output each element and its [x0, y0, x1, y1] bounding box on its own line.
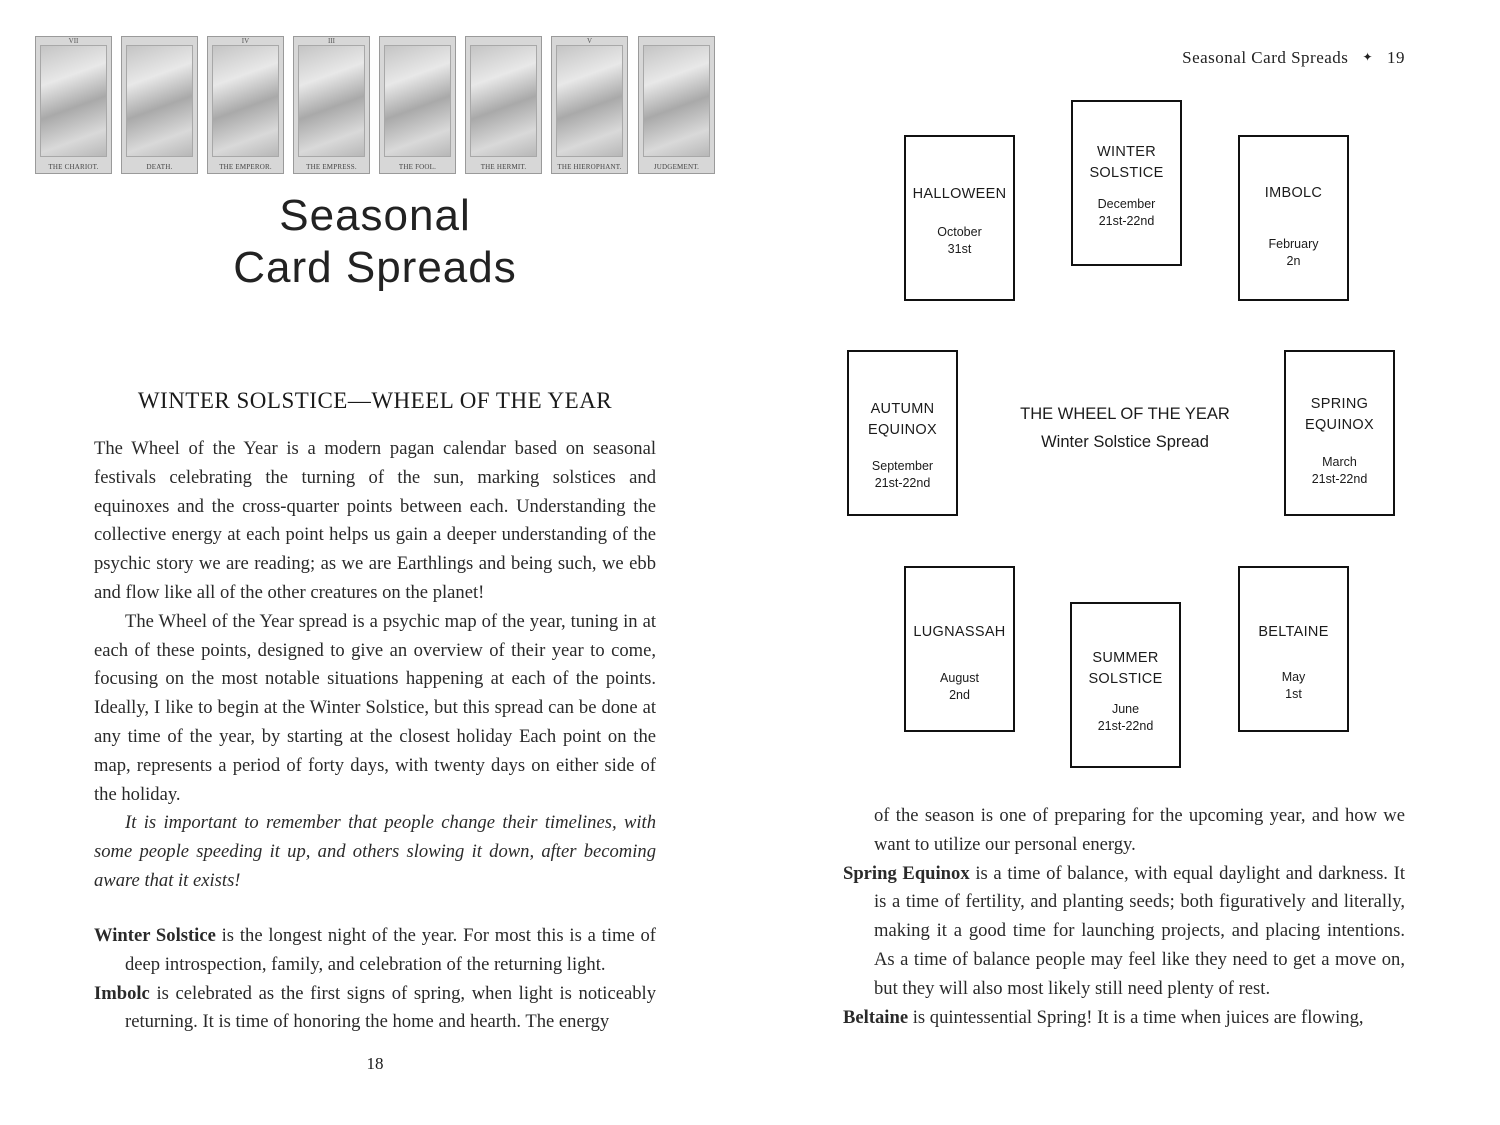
position-date: 21st-22nd: [1097, 719, 1154, 733]
position-imbolc: [1238, 135, 1349, 301]
tarot-numeral: V: [586, 37, 593, 45]
paragraph: The Wheel of the Year is a modern pagan calendar based on seasonal festivals celebrating the turning of the sun, marking solstices and equinoxes and the cross-quarter points between each. Understanding the collective energy at each point helps us gain a deeper understanding of the psychic story we are reading; as we are Earthlings and being such, we ebb and flow like all of the other creatures on the planet!: [94, 438, 656, 603]
position-title: IMBOLC: [1264, 185, 1323, 201]
wheel-title: THE WHEEL OF THE YEAR: [1020, 405, 1230, 423]
entry-imbolc: [94, 980, 656, 1038]
position-title: BELTAINE: [1258, 624, 1329, 640]
tarot-card-judgement: [638, 36, 715, 174]
italic-note: It is important to remember that people change their timelines, with some people speeding it up, and others slowing it down, after becoming aware that it exists!: [94, 812, 656, 891]
tarot-name: THE EMPEROR.: [219, 163, 272, 171]
position-title: SOLSTICE: [1089, 165, 1164, 181]
position-date: 2nd: [949, 688, 970, 702]
tarot-name: JUDGEMENT.: [653, 163, 700, 171]
position-date: 1st: [1285, 687, 1302, 701]
entry-text: is the longest night of the year. For most this is a time of deep introspection, family, and celebration of the returning light.: [125, 925, 656, 975]
ornament-icon: ✦: [1362, 50, 1373, 64]
tarot-card-fool: [379, 36, 456, 174]
tarot-illustration: [384, 45, 451, 157]
intro-text: [94, 435, 656, 896]
tarot-illustration: [298, 45, 365, 157]
tarot-card-chariot: [35, 36, 112, 174]
position-date: May: [1281, 670, 1306, 684]
tarot-name: THE HIEROPHANT.: [557, 163, 622, 171]
tarot-name: THE EMPRESS.: [306, 163, 357, 171]
position-winter-solstice: [1071, 100, 1182, 266]
tarot-card-emperor: [207, 36, 284, 174]
chapter-title: [150, 190, 600, 294]
entry-term: Imbolc: [94, 982, 150, 1004]
tarot-illustration: [470, 45, 537, 157]
tarot-illustration: [643, 45, 710, 157]
position-title: LUGNASSAH: [913, 624, 1006, 640]
position-date: August: [940, 671, 979, 685]
position-summer-solstice: [1070, 602, 1181, 768]
entry-term: Beltaine: [843, 1006, 909, 1028]
position-title: EQUINOX: [868, 422, 937, 438]
position-halloween: [904, 135, 1015, 301]
position-title: EQUINOX: [1305, 417, 1374, 433]
entry-term: Winter Solstice: [94, 925, 216, 946]
position-date: 21st-22nd: [874, 476, 931, 490]
position-autumn-equinox: [847, 350, 958, 516]
position-title: SOLSTICE: [1088, 671, 1163, 687]
running-head-title: Seasonal Card Spreads: [1182, 48, 1349, 67]
entry-spring-equinox: [843, 860, 1405, 1004]
page-number-right: 19: [1387, 48, 1405, 67]
position-lugnassah: [904, 566, 1015, 732]
position-title: HALLOWEEN: [912, 186, 1007, 202]
tarot-card-hierophant: [551, 36, 628, 174]
entry-winter-solstice: [94, 922, 656, 980]
tarot-card-strip: [35, 36, 725, 176]
paragraph: The Wheel of the Year spread is a psychic map of the year, tuning in at each of these points, designed to give an overview of their year to come, focusing on the most notable situations happening at each of the points. Ideally, I like to begin at the Winter Solstice, but this spread can be done at any time of the year, by starting at the closest holiday Each point on the map, represents a period of forty days, with twenty days on either side of the holiday.: [94, 610, 656, 805]
tarot-name: THE CHARIOT.: [48, 163, 99, 171]
tarot-card-death: [121, 36, 198, 174]
position-title: SUMMER: [1092, 650, 1159, 666]
chapter-title-line2: Card Spreads: [233, 243, 517, 292]
position-date: March: [1322, 455, 1357, 469]
position-date: 2n: [1286, 254, 1301, 268]
tarot-name: THE FOOL.: [398, 163, 437, 171]
position-beltaine: [1238, 566, 1349, 732]
position-date: February: [1268, 237, 1319, 251]
tarot-numeral: IV: [241, 37, 250, 45]
position-title: SPRING: [1310, 396, 1369, 412]
continuation-text: of the season is one of preparing for the upcoming year, and how we want to utilize our personal energy.: [874, 805, 1405, 855]
wheel-title-block: [980, 400, 1270, 456]
tarot-card-hermit: [465, 36, 542, 174]
tarot-card-empress: [293, 36, 370, 174]
running-head: [1182, 48, 1405, 68]
tarot-illustration: [126, 45, 193, 157]
tarot-illustration: [40, 45, 107, 157]
holiday-entries-left: [94, 922, 656, 1037]
position-date: June: [1111, 702, 1140, 716]
position-date: October: [937, 225, 982, 239]
position-title: WINTER: [1097, 144, 1156, 160]
entry-text: is a time of balance, with equal daylight and darkness. It is a time of fertility, and planting seeds; both figuratively and literally, making it a good time for launching projects, and placing intentions. As a time of balance people may feel like they need to get a move on, but they will also most likely still need plenty of rest.: [874, 862, 1405, 999]
tarot-illustration: [212, 45, 279, 157]
entry-term: Spring Equinox: [843, 862, 970, 884]
entry-text: is celebrated as the first signs of spring, when light is noticeably returning. It is time of honoring the home and hearth. The energy: [125, 982, 656, 1033]
tarot-name: DEATH.: [146, 163, 173, 171]
position-title: AUTUMN: [870, 401, 935, 417]
position-date: 21st-22nd: [1311, 472, 1368, 486]
position-spring-equinox: [1284, 350, 1395, 516]
page-number-left: 18: [366, 1054, 384, 1073]
tarot-numeral: VII: [68, 37, 79, 45]
section-heading: WINTER SOLSTICE—WHEEL OF THE YEAR: [137, 388, 613, 413]
tarot-numeral: III: [328, 37, 335, 45]
position-date: September: [871, 459, 934, 473]
position-date: December: [1097, 197, 1156, 211]
holiday-entries-right: [843, 802, 1405, 1032]
entry-beltaine: [843, 1004, 1405, 1033]
entry-text: is quintessential Spring! It is a time when juices are flowing,: [908, 1006, 1364, 1028]
tarot-name: THE HERMIT.: [480, 163, 527, 171]
wheel-spread-diagram: [840, 95, 1410, 775]
chapter-title-line1: Seasonal: [279, 191, 471, 240]
position-date: 31st: [947, 242, 972, 256]
wheel-subtitle: Winter Solstice Spread: [1041, 433, 1209, 451]
position-date: 21st-22nd: [1098, 214, 1155, 228]
tarot-illustration: [556, 45, 623, 157]
